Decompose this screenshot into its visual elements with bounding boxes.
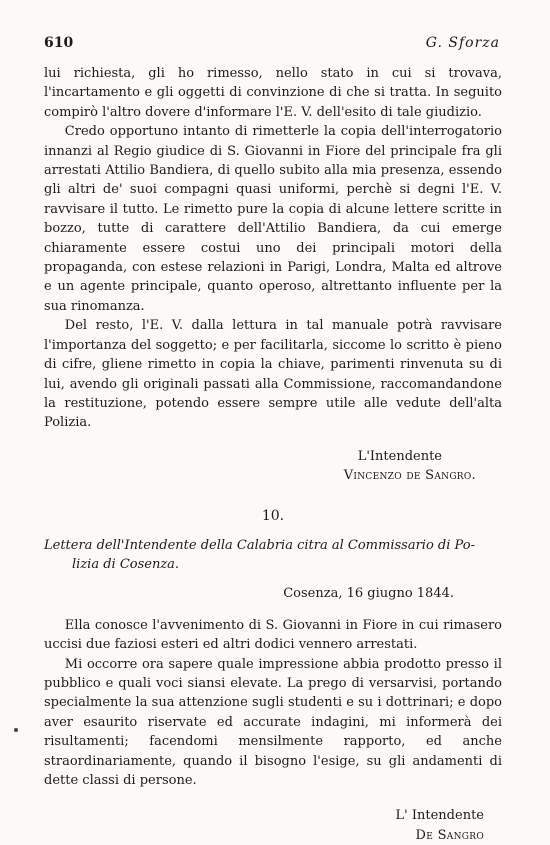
letter-paragraph-2: Mi occorre ora sapere quale impressione abbia prodotto presso il pubblico e quali voci siansi elevate. La prego di versarvisi, portando specialmente la sua attenzione sugli studenti e su i dottrinari; e dopo aver esaurito riservate ed accurate indagini, mi informerà dei risultamenti; facendomi mensilmente rapporto, ed anche straordinariamente, quando il bisogno l'esige, su gli andamenti di dette classi di persone. bbox=[44, 656, 502, 788]
letter-title-line-2: lizia di Cosenza. bbox=[72, 556, 180, 572]
signature-block-2 bbox=[44, 806, 502, 845]
dateline: Cosenza, 16 giugno 1844. bbox=[283, 586, 454, 602]
signature-role: L'Intendente bbox=[357, 448, 442, 464]
running-title: G. Sforza bbox=[425, 35, 500, 51]
page-number: 610 bbox=[44, 35, 74, 51]
letter-title-line-1: Lettera dell'Intendente della Calabria citra al Commissario di Po- bbox=[44, 537, 475, 553]
margin-mark bbox=[14, 728, 18, 732]
letter-paragraph-1: Ella conosce l'avvenimento di S. Giovanni in Fiore in cui rimasero uccisi due faziosi esteri ed altri dodici vennero arrestati. bbox=[44, 617, 502, 653]
paragraph-2: Credo opportuno intanto di rimetterle la copia dell'interrogatorio innanzi al Regio giudice di S. Giovanni in Fiore del principale fra gli arrestati Attilio Bandiera, di quello subito alla mia presenza, essendo gli altri de' suoi compagni quasi uniformi, perchè si degni l'E. V. ravvisare il tutto. Le rimetto pure la copia di alcune lettere scritte in bozzo, tutte di carattere dell'Attilio Bandiera, da cui emerge chiaramente essere costui uno dei principali motori della propaganda, con estese relazioni in Parigi, Londra, Malta ed altrove e un agente principale, quanto operoso, altrettanto influente per la sua rinomanza. bbox=[44, 124, 502, 314]
document-page bbox=[44, 34, 502, 845]
section-number: 10. bbox=[261, 507, 285, 524]
running-header bbox=[44, 34, 502, 52]
letter-title bbox=[44, 536, 502, 575]
paragraph-3: Del resto, l'E. V. dalla lettura in tal manuale potrà ravvisare l'importanza del soggetto; e per facilitarla, siccome lo scritto è pieno di cifre, gliene rimetto in copia la chiave, parimenti rinvenuta su di lui, avendo gli originali passati alla Commissione, raccomandandone la restituzione, potendo essere sempre utile alle vedute dell'alta Polizia. bbox=[44, 318, 502, 431]
signature-role: L' Intendente bbox=[395, 808, 484, 824]
paragraph-1: lui richiesta, gli ho rimesso, nello stato in cui si trovava, l'incartamento e gli oggetti di convinzione di che si tratta. In seguito compirò l'altro dovere d'informare l'E. V. dell'esito di tale giudizio. bbox=[44, 66, 502, 120]
signature-name: Vincenzo de Sangro. bbox=[343, 468, 476, 484]
signature-block-1 bbox=[44, 447, 502, 486]
signature-name: De Sangro bbox=[415, 827, 484, 843]
